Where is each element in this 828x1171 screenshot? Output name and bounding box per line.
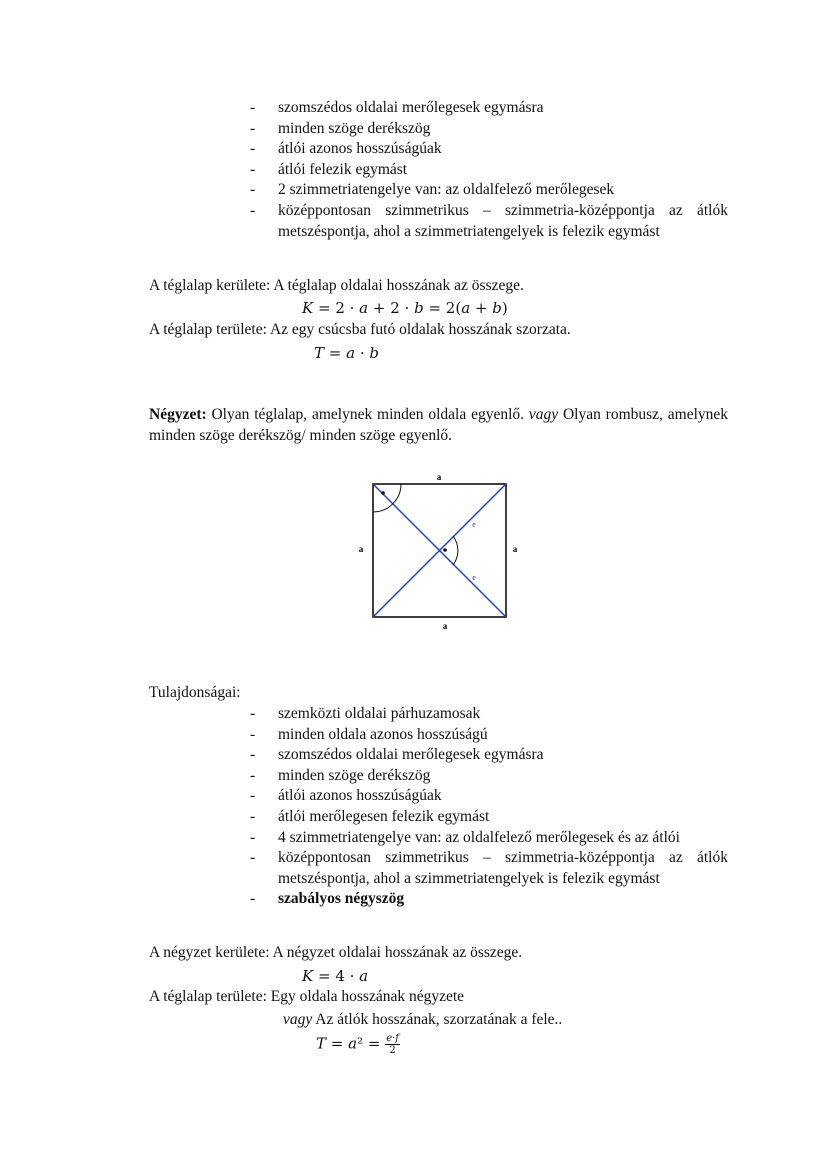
list-item: - 4 szimmetriatengelye van: az oldalfelező merőlegesek és az átlói (250, 828, 728, 849)
square-area-alt-text: Az átlók hosszának, szorzatának a fele.. (312, 1011, 563, 1028)
list-item: - minden oldala azonos hosszúságú (250, 725, 728, 746)
rectangle-perimeter-label: A téglalap kerülete: A téglalap oldalai hosszának az összege. (149, 277, 524, 294)
diagonal-label-lower: e (472, 573, 476, 582)
side-label-top: a (436, 472, 442, 482)
side-label-bottom: a (442, 621, 448, 631)
square-definition (149, 405, 728, 446)
square-perimeter-label: A négyzet kerülete: A négyzet oldalai hosszának az összege. (149, 944, 523, 961)
list-item: - szomszédos oldalai merőlegesek egymásra (250, 98, 728, 119)
square-definition-vagy: vagy (528, 406, 559, 423)
square-definition-text-1: Olyan téglalap, amelynek minden oldala egyenlő. (206, 406, 529, 423)
square-area-formula: T = a² = $\frac{e\cdot f}{2}$ (316, 1033, 400, 1056)
diagonal-label-upper: e (472, 520, 476, 529)
side-label-left: a (358, 544, 364, 554)
square-area-alternative (283, 1010, 562, 1031)
square-definition-text-2: Olyan rombusz, amelynek minden szöge derékszög/ minden szöge egyenlő. (149, 406, 729, 444)
list-item: - minden szöge derékszög (250, 766, 728, 787)
square-properties-list (250, 704, 728, 910)
square-area-label: A téglalap területe: Egy oldala hosszának négyzete (149, 988, 465, 1005)
list-item: - minden szöge derékszög (250, 119, 728, 140)
corner-right-angle-dot (381, 491, 385, 495)
list-item: - középpontosan szimmetrikus – szimmetria-középpontja az átlók metszéspontja, ahol a szimmetriatengelyek is felezik egymást (250, 201, 728, 242)
list-item: - átlói azonos hosszúságúak (250, 786, 728, 807)
properties-heading: Tulajdonságai: (149, 684, 241, 701)
list-item: - átlói azonos hosszúságúak (250, 139, 728, 160)
list-item: - szomszédos oldalai merőlegesek egymásra (250, 745, 728, 766)
list-item: - középpontosan szimmetrikus – szimmetria-középpontja az átlók metszéspontja, ahol a szimmetriatengelyek is felezik egymást (250, 848, 728, 889)
fraction-denominator: 2 (389, 1045, 396, 1056)
rectangle-area-formula: T = a · b (314, 344, 379, 362)
center-right-angle-dot (443, 548, 447, 552)
bold-property: szabályos négyszög (278, 890, 405, 908)
square-area-vagy: vagy (283, 1011, 313, 1028)
center-right-angle-arc (453, 536, 458, 565)
list-item: - szemközti oldalai párhuzamosak (250, 704, 728, 725)
rectangle-perimeter-formula: K = 2 · a + 2 · b = 2(a + b) (302, 299, 508, 317)
square-perimeter-formula: K = 4 · a (302, 967, 369, 985)
square-area-fraction (385, 1033, 400, 1056)
fraction-numerator: e·f (386, 1033, 400, 1044)
square-term: Négyzet: (149, 406, 207, 423)
list-item: - 2 szimmetriatengelye van: az oldalfelező merőlegesek (250, 180, 728, 201)
rectangle-properties-list (250, 98, 728, 242)
square-diagram (352, 468, 524, 636)
list-item: - átlói merőlegesen felezik egymást (250, 807, 728, 828)
list-item-bold (250, 889, 728, 910)
rectangle-area-label: A téglalap területe: Az egy csúcsba futó oldalak hosszának szorzata. (149, 321, 571, 338)
list-item: - átlói felezik egymást (250, 160, 728, 181)
side-label-right: a (512, 544, 518, 554)
